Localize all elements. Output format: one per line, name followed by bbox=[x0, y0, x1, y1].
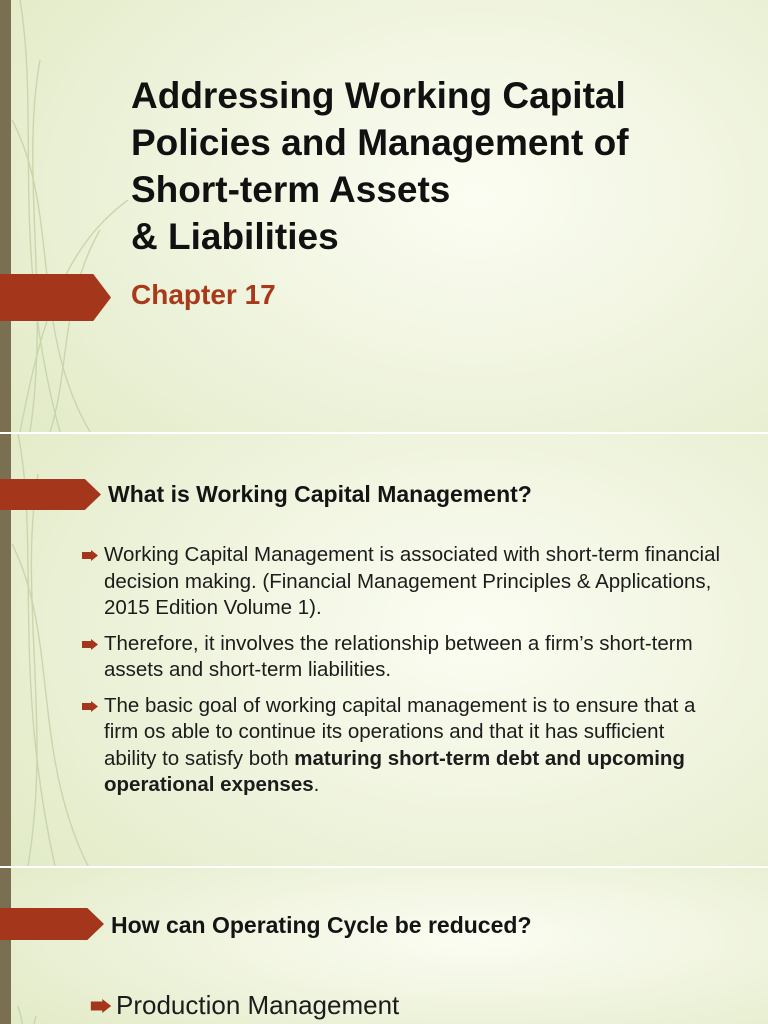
list-item bbox=[82, 631, 722, 684]
arrow-bullet-icon bbox=[90, 999, 112, 1013]
list-item bbox=[90, 990, 399, 1020]
title-line-2: Policies and Management of bbox=[131, 122, 629, 163]
title-line-1: Addressing Working Capital bbox=[131, 75, 626, 116]
operating-cycle-slide bbox=[0, 868, 768, 1024]
vine-decoration bbox=[0, 0, 130, 432]
slide-heading: How can Operating Cycle be reduced? bbox=[111, 912, 532, 938]
heading-arrow-shape bbox=[0, 908, 104, 940]
arrow-bullet-icon bbox=[82, 550, 98, 561]
bullet-list bbox=[82, 542, 722, 808]
chapter-arrow-shape bbox=[0, 274, 111, 321]
bullet-text-end: . bbox=[313, 773, 320, 796]
chapter-subtitle: Chapter 17 bbox=[131, 279, 276, 310]
slide-title bbox=[131, 72, 731, 260]
arrow-bullet-icon bbox=[82, 701, 98, 712]
list-item bbox=[82, 693, 722, 799]
arrow-bullet-icon bbox=[82, 639, 98, 650]
bullet-text: Working Capital Management is associated with short-term financial decision making. (Financial Management Principles & Applications, 2015 Edition Volume 1). bbox=[104, 543, 721, 619]
title-slide bbox=[0, 0, 768, 432]
heading-arrow-shape bbox=[0, 479, 101, 510]
definition-slide bbox=[0, 434, 768, 866]
title-line-4: & Liabilities bbox=[131, 216, 339, 257]
item-text: Production Management bbox=[116, 990, 400, 1020]
list-item bbox=[82, 542, 722, 622]
bullet-text: Therefore, it involves the relationship between a firm’s short-term assets and short-term liabilities. bbox=[104, 631, 693, 681]
bullet-text: The basic goal of working capital management is to ensure that a firm os able to continue its operations and that it has sufficient ability to satisfy both bbox=[104, 693, 696, 770]
title-line-3: Short-term Assets bbox=[131, 169, 451, 210]
slide-heading: What is Working Capital Management? bbox=[108, 481, 532, 507]
bullet-bold-text: maturing short-term debt and upcoming operational expenses bbox=[104, 746, 685, 796]
